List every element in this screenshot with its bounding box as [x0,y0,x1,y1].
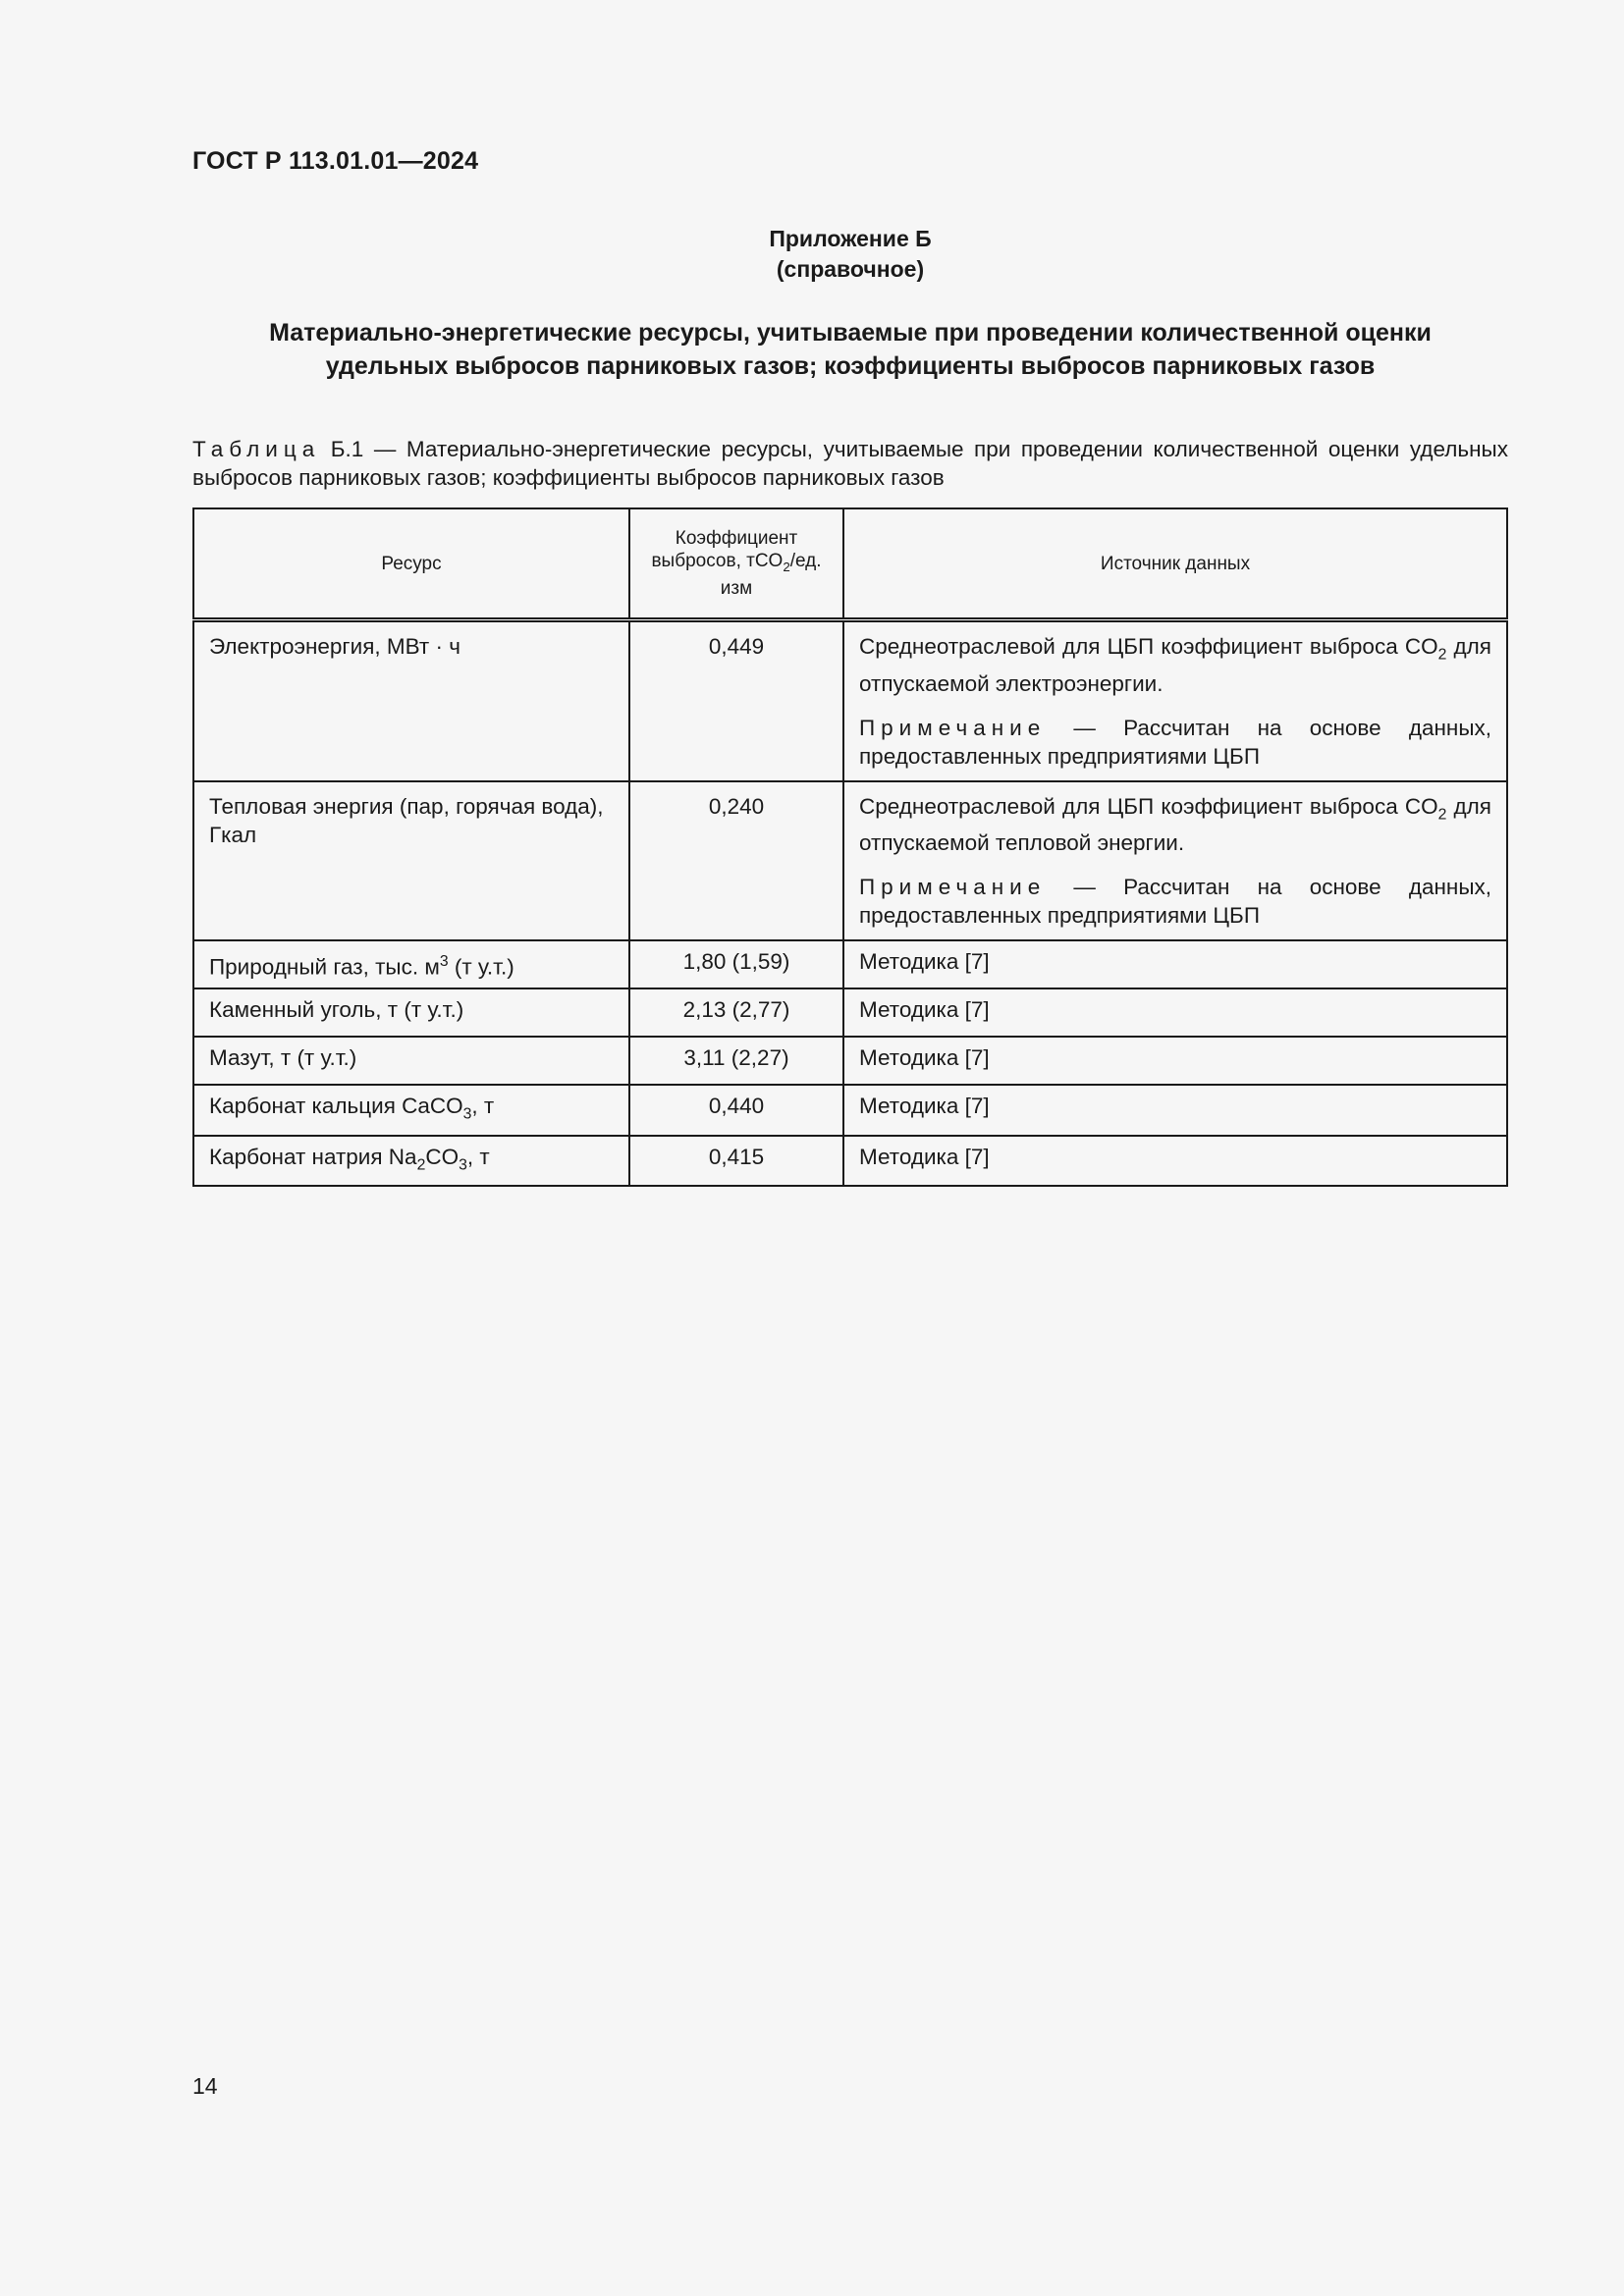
section-heading [192,316,1508,383]
table-row [193,1085,1507,1136]
cell-coefficient: 0,415 [629,1136,843,1187]
cell-source: Методика [7] [843,1037,1507,1085]
cell-source: Методика [7] [843,1085,1507,1136]
table-row [193,1136,1507,1187]
appendix-heading [192,224,1508,285]
table-row [193,988,1507,1037]
cell-coefficient: 0,240 [629,781,843,941]
header-resource: Ресурс [193,508,629,620]
appendix-subtitle: (справочное) [776,256,925,282]
cell-coefficient: 0,440 [629,1085,843,1136]
cell-source: Среднеотраслевой для ЦБП коэффициент выброса $CO_2$ для отпускаемой электроэнергии. Примечание — Рассчитан на основе данных, предоставленных предприятиями ЦБП [843,620,1507,781]
cell-resource: Мазут, т (т у.т.) [193,1037,629,1085]
cell-coefficient: 0,449 [629,620,843,781]
cell-resource: Электроэнергия, МВт · ч [193,620,629,781]
section-heading-line1: Материально-энергетические ресурсы, учитываемые при проведении количественной оценки [269,319,1432,347]
cell-source: Методика [7] [843,940,1507,988]
table-caption-text: Б.1 — Материально-энергетические ресурсы, учитываемые при проведении количественной оценки удельных выбросов парниковых газов; коэффициенты выбросов парниковых газов [192,437,1508,490]
table-note: Примечание — Рассчитан на основе данных, предоставленных предприятиями ЦБП [859,875,1491,928]
table-caption-label: Таблица [192,437,321,461]
section-heading-line2: удельных выбросов парниковых газов; коэффициенты выбросов парниковых газов [325,352,1376,380]
table-note: Примечание — Рассчитан на основе данных, предоставленных предприятиями ЦБП [859,715,1491,769]
table-row [193,940,1507,988]
cell-source: Среднеотраслевой для ЦБП коэффициент выброса $CO_2$ для отпускаемой тепловой энергии. Примечание — Рассчитан на основе данных, предоставленных предприятиями ЦБП [843,781,1507,941]
cell-resource: Каменный уголь, т (т у.т.) [193,988,629,1037]
cell-coefficient: 1,80 (1,59) [629,940,843,988]
cell-resource: Природный газ, тыс. $м^3$ (т у.т.) [193,940,629,988]
table-caption [192,435,1508,492]
table-row [193,781,1507,941]
cell-source: Методика [7] [843,988,1507,1037]
appendix-title: Приложение Б [769,226,932,251]
cell-coefficient: 2,13 (2,77) [629,988,843,1037]
resources-table [192,507,1508,1187]
cell-resource: Карбонат натрия $Na_2CO_3$, т [193,1136,629,1187]
cell-resource: Карбонат кальция CaCO$_3$, т [193,1085,629,1136]
header-source: Источник данных [843,508,1507,620]
table-row [193,620,1507,781]
cell-coefficient: 3,11 (2,27) [629,1037,843,1085]
header-coefficient: Коэффициент выбросов, тCO$_2$/ед. изм [629,508,843,620]
table-row [193,1037,1507,1085]
table-header-row [193,508,1507,620]
cell-source: Методика [7] [843,1136,1507,1187]
cell-resource: Тепловая энергия (пар, горячая вода), Гкал [193,781,629,941]
document-id: ГОСТ Р 113.01.01—2024 [192,147,479,175]
page-number: 14 [192,2073,218,2099]
